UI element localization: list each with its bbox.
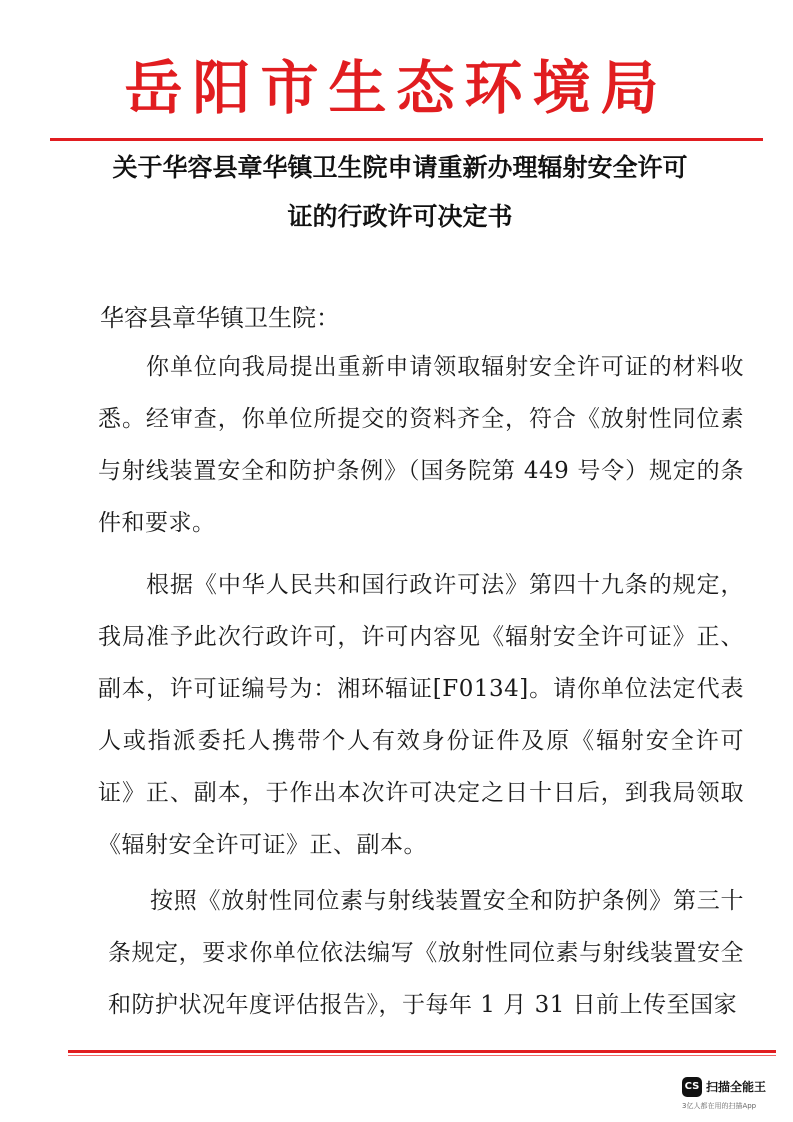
paragraph-3: 按照《放射性同位素与射线装置安全和防护条例》第三十条规定，要求你单位依法编写《放射性同位素与射线装置安全和防护状况年度评估报告》，于每年 1 月 31 日前上传至国家	[108, 888, 744, 1018]
letterhead-divider	[50, 138, 763, 141]
document-title-line-1: 关于华容县章华镇卫生院申请重新办理辐射安全许可	[112, 153, 688, 182]
scanner-tagline: 3亿人都在用的扫描App	[682, 1102, 757, 1110]
addressee: 华容县章华镇卫生院：	[100, 304, 340, 332]
camscanner-logo-icon: CS	[682, 1077, 702, 1097]
footer-divider-thin	[68, 1055, 776, 1056]
paragraph-1: 你单位向我局提出重新申请领取辐射安全许可证的材料收悉。经审查，你单位所提交的资料齐全，符合《放射性同位素与射线装置安全和防护条例》（国务院第 449 号令）规定的条件和要求。	[98, 354, 744, 536]
agency-letterhead: 岳阳市生态环境局	[124, 54, 669, 122]
scanner-watermark	[682, 1077, 788, 1117]
paragraph-2: 根据《中华人民共和国行政许可法》第四十九条的规定，我局准予此次行政许可，许可内容见《辐射安全许可证》正、副本，许可证编号为：湘环辐证[F0134]。请你单位法定代表人或指派委托人携带个人有效身份证件及原《辐射安全许可证》正、副本，于作出本次许可决定之日十日后，到我局领取《辐射安全许可证》正、副本。	[98, 572, 744, 858]
document-title-line-2: 证的行政许可决定书	[287, 202, 513, 231]
scanner-app-name: 扫描全能王	[706, 1080, 767, 1094]
footer-divider	[68, 1050, 776, 1053]
